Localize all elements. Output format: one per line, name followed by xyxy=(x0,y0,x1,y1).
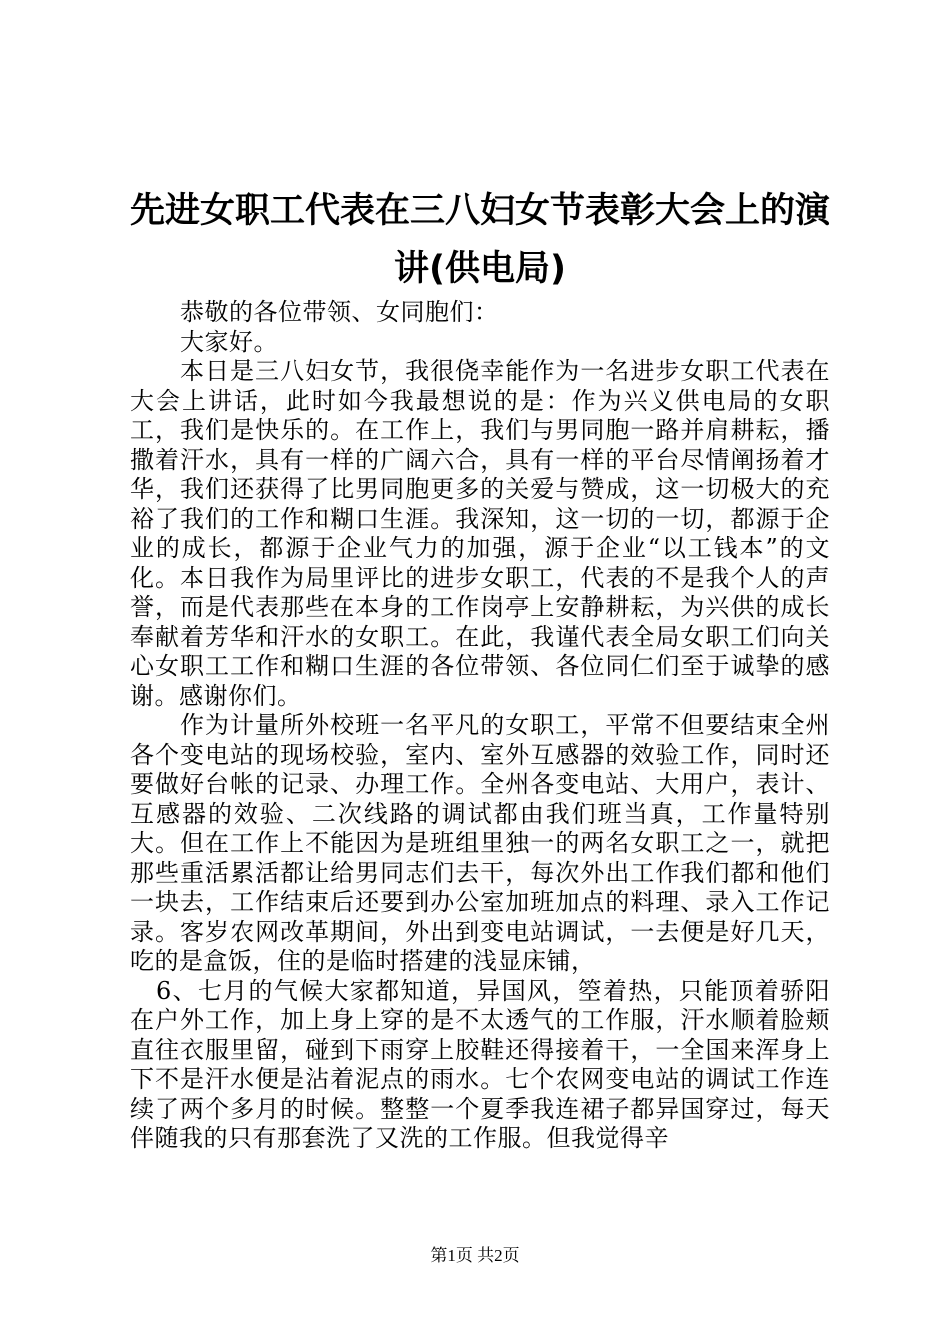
document-title: 先进女职工代表在三八妇女节表彰大会上的演讲(供电局) xyxy=(129,191,830,289)
body-paragraph: 本日是三八妇女节，我很侥幸能作为一名进步女职工代表在大会上讲话，此时如今我最想说的是：作为兴义供电局的女职工，我们是快乐的。在工作上，我们与男同胞一路并肩耕耘，播撒着汗水，具有一样的广阔六合，具有一样的平台尽情阐扬着才华，我们还获得了比男同胞更多的关爱与赞成，这一切极大的充裕了我们的工作和糊口生涯。我深知，这一切的一切，都源于企业的成长，都源于企业气力的加强，源于企业“以工钱本”的文化。本日我作为局里评比的进步女职工，代表的不是我个人的声誉，而是代表那些在本身的工作岗亭上安静耕耘，为兴供的成长奉献着芳华和汗水的女职工。在此，我谨代表全局女职工们向关心女职工工作和糊口生涯的各位带领、各位同仁们至于诚挚的感谢。感谢你们。 xyxy=(130,357,830,710)
body-paragraph: 6、七月的气候大家都知道，异国风，箜着热，只能顶着骄阳在户外工作，加上身上穿的是不太透气的工作服，汗水顺着脸颊直往衣服里留，碰到下雨穿上胶鞋还得接着干，一全国来浑身上下不是汗水便是沾着泥点的雨水。七个农网变电站的调试工作连续了两个多月的时候。整整一个夏季我连裙子都异国穿过，每天伴随我的只有那套洗了又洗的工作服。但我觉得辛 xyxy=(130,976,830,1152)
page-number-footer: 第1页 共2页 xyxy=(430,1246,520,1265)
greeting-paragraph: 大家好。 xyxy=(180,327,278,356)
body-paragraph: 作为计量所外校班一名平凡的女职工，平常不但要结束全州各个变电站的现场校验，室内、室外互感器的效验工作，同时还要做好台帐的记录、办理工作。全州各变电站、大用户，表计、互感器的效验、二次线路的调试都由我们班当真，工作量特别大。但在工作上不能因为是班组里独一的两名女职工之一，就把那些重活累活都让给男同志们去干，每次外出工作我们都和他们一块去，工作结束后还要到办公室加班加点的料理、录入工作记录。客岁农网改革期间，外出到变电站调试，一去便是好几天，吃的是盒饭，住的是临时搭建的浅显床铺， xyxy=(130,711,830,975)
salutation-paragraph: 恭敬的各位带领、女同胞们： xyxy=(180,298,499,326)
document-body xyxy=(130,298,830,1154)
